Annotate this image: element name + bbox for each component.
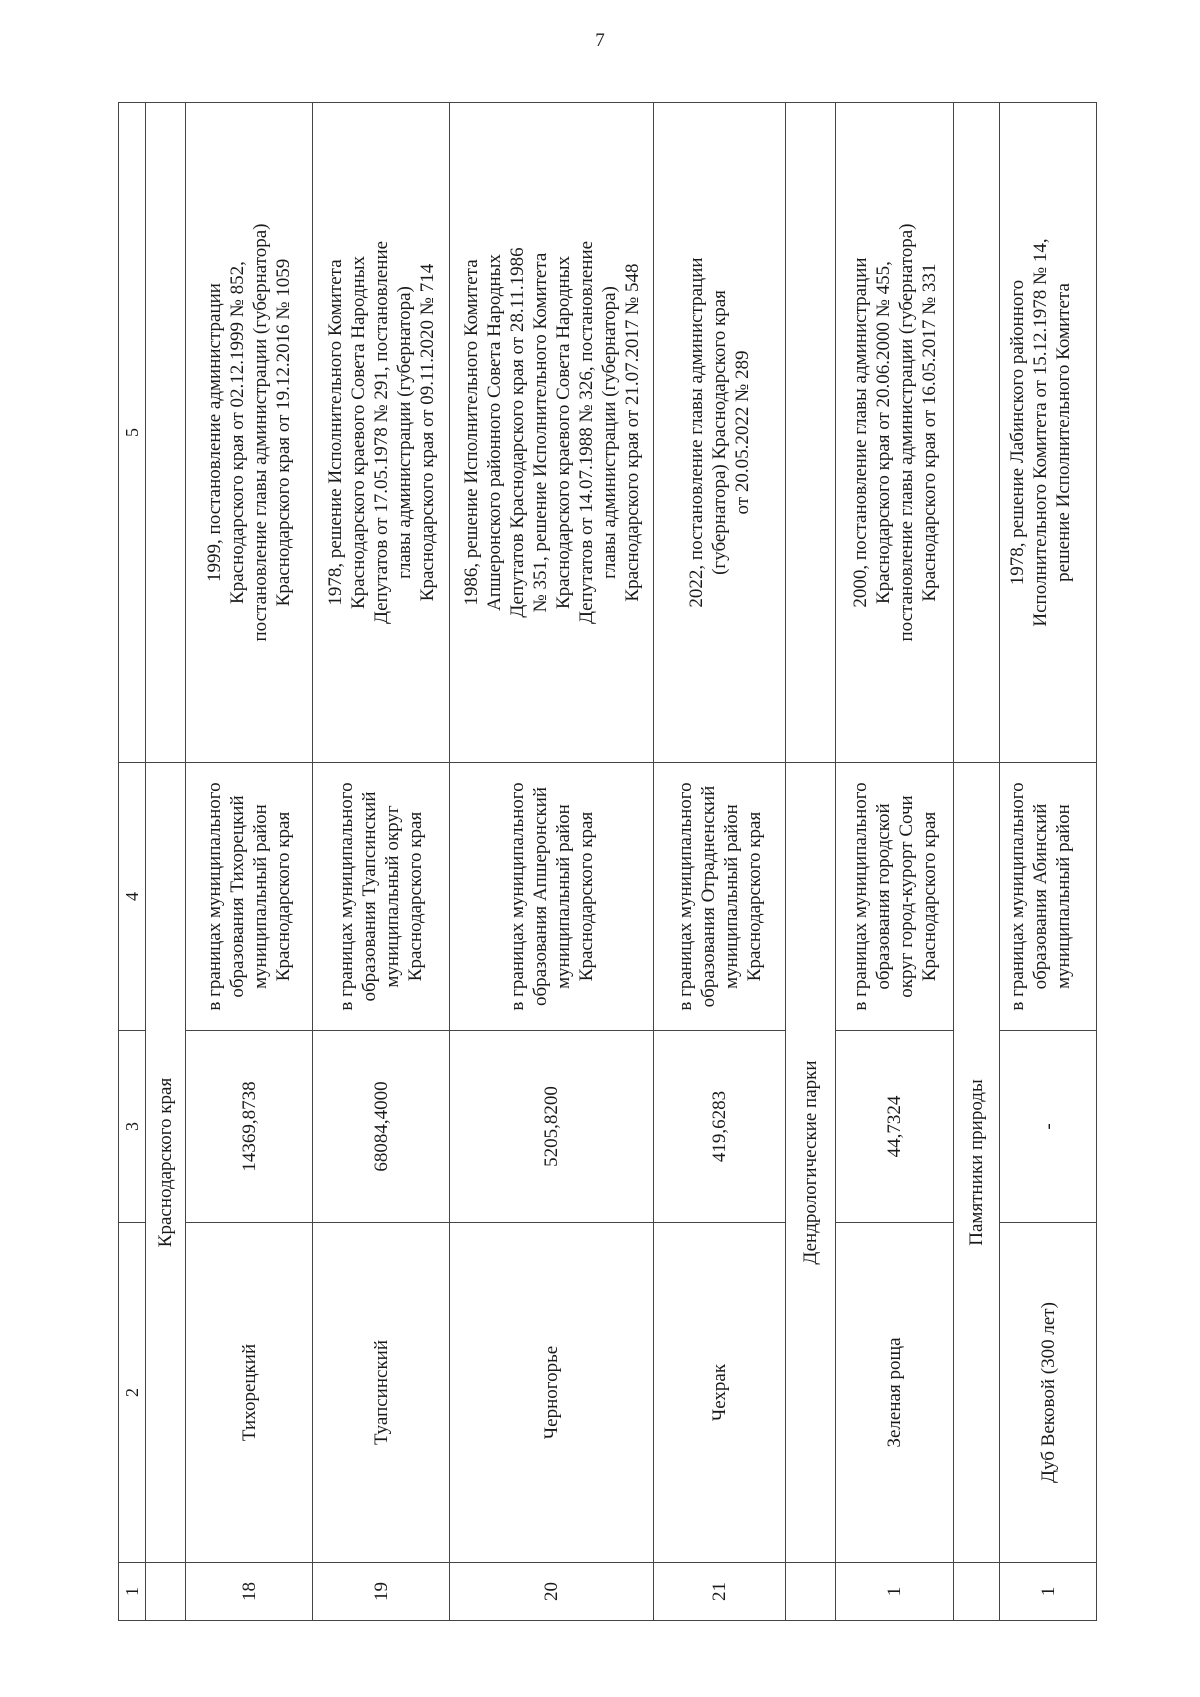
region-caption-empty-2	[146, 103, 186, 763]
section-dendrological-parks: Дендрологические парки	[786, 763, 836, 1563]
row-number: 1	[1000, 1563, 1097, 1621]
area-size: 14369,8738	[186, 1031, 313, 1223]
row-number: 19	[313, 1563, 450, 1621]
area-name: Черногорье	[450, 1223, 654, 1563]
region-caption: Краснодарского края	[146, 763, 186, 1563]
area-name: Чехрак	[654, 1223, 786, 1563]
section-natural-monuments: Памятники природы	[954, 763, 1000, 1563]
area-location: в границах муниципального образования Отрадненский муниципальный район Краснодарского края	[654, 763, 786, 1031]
area-size: 68084,4000	[313, 1031, 450, 1223]
area-name: Тихорецкий	[186, 1223, 313, 1563]
section-empty-1	[786, 1563, 836, 1621]
table-frame	[118, 103, 1074, 1621]
header-col-1: 1	[119, 1563, 146, 1621]
protected-areas-table	[118, 102, 1097, 1621]
area-name: Дуб Вековой (300 лет)	[1000, 1223, 1097, 1563]
header-col-2: 2	[119, 1223, 146, 1563]
header-col-5: 5	[119, 103, 146, 763]
row-number: 18	[186, 1563, 313, 1621]
rotated-table-container	[118, 103, 1074, 1621]
table-row	[836, 103, 954, 1621]
row-number: 20	[450, 1563, 654, 1621]
area-size: 5205,8200	[450, 1031, 654, 1223]
area-name: Зеленая роща	[836, 1223, 954, 1563]
area-location: в границах муниципального образования Тихорецкий муниципальный район Краснодарского края	[186, 763, 313, 1031]
area-documents: 1986, решение Исполнительного Комитета Апшеронского районного Совета Народных Депутатов Краснодарского края от 28.11.1986 № 351, решение Исполнительного Комитета Краснодарского краевого Совета Народных Депутатов от 14.07.1988 № 326, постановление главы администрации (губернатора) Краснодарского края от 21.07.2017 № 548	[450, 103, 654, 763]
table-row	[654, 103, 786, 1621]
table-row	[313, 103, 450, 1621]
section-empty-2	[954, 103, 1000, 763]
table-row	[1000, 103, 1097, 1621]
area-size: 44,7324	[836, 1031, 954, 1223]
area-location: в границах муниципального образования Абинский муниципальный район	[1000, 763, 1097, 1031]
header-row	[119, 103, 146, 1621]
area-size: -	[1000, 1031, 1097, 1223]
region-caption-empty-1	[146, 1563, 186, 1621]
section-empty-2	[786, 103, 836, 763]
row-number: 21	[654, 1563, 786, 1621]
area-documents: 1978, решение Исполнительного Комитета Краснодарского краевого Совета Народных Депутатов от 17.05.1978 № 291, постановление главы администрации (губернатора) Краснодарского края от 09.11.2020 № 714	[313, 103, 450, 763]
section-row-monuments	[954, 103, 1000, 1621]
region-caption-row	[146, 103, 186, 1621]
section-row-dendro	[786, 103, 836, 1621]
header-col-3: 3	[119, 1031, 146, 1223]
area-location: в границах муниципального образования городской округ город-курорт Сочи Краснодарского края	[836, 763, 954, 1031]
page-number: 7	[595, 30, 605, 51]
area-documents: 1999, постановление администрации Краснодарского края от 02.12.1999 № 852, постановление главы администрации (губернатора) Краснодарского края от 19.12.2016 № 1059	[186, 103, 313, 763]
table-row	[186, 103, 313, 1621]
row-number: 1	[836, 1563, 954, 1621]
area-documents: 2000, постановление главы администрации Краснодарского края от 20.06.2000 № 455, постановление главы администрации (губернатора) Краснодарского края от 16.05.2017 № 331	[836, 103, 954, 763]
area-documents: 1978, решение Лабинского районного Исполнительного Комитета от 15.12.1978 № 14, решение Исполнительного Комитета	[1000, 103, 1097, 763]
area-size: 419,6283	[654, 1031, 786, 1223]
area-documents: 2022, постановление главы администрации (губернатора) Краснодарского края от 20.05.2022 № 289	[654, 103, 786, 763]
area-location: в границах муниципального образования Апшеронский муниципальный район Краснодарского края	[450, 763, 654, 1031]
header-col-4: 4	[119, 763, 146, 1031]
area-name: Туапсинский	[313, 1223, 450, 1563]
section-empty-1	[954, 1563, 1000, 1621]
table-row	[450, 103, 654, 1621]
area-location: в границах муниципального образования Туапсинский муниципальный округ Краснодарского края	[313, 763, 450, 1031]
